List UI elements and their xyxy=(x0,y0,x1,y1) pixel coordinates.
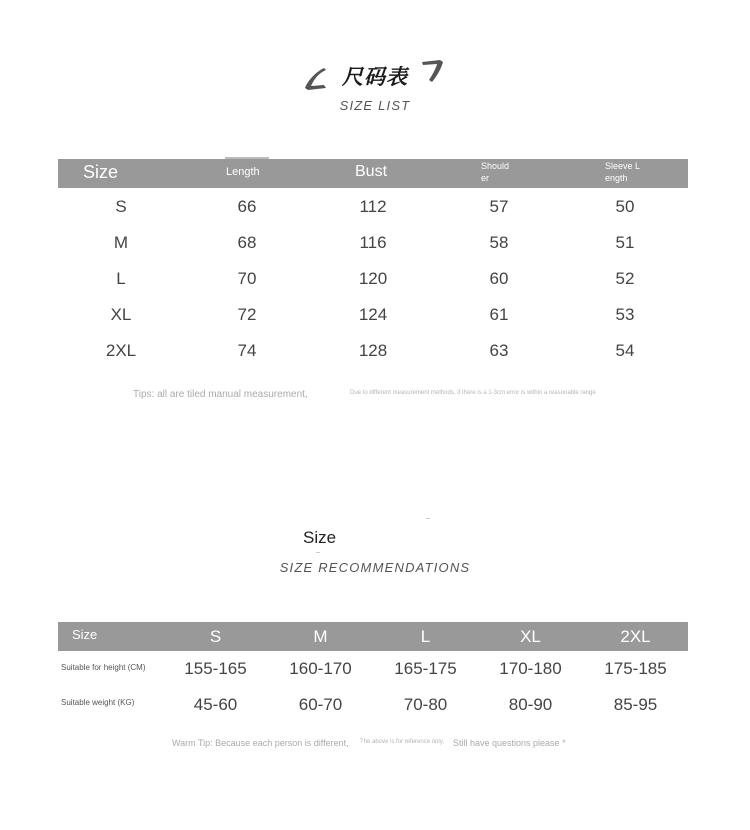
header-size-m: M xyxy=(313,627,328,646)
header-size: Size xyxy=(83,162,119,182)
cell-value: 80-90 xyxy=(508,695,553,714)
header-size-s: S xyxy=(209,627,222,646)
table-header xyxy=(58,622,688,651)
cell-size: XL xyxy=(110,305,132,324)
measurement-tip: Tips: all are tiled manual measurement, xyxy=(133,389,308,400)
brush-stroke-right-icon xyxy=(420,56,446,84)
cell-shoulder: 58 xyxy=(489,233,509,252)
cell-shoulder: 63 xyxy=(489,341,509,360)
decor-dot xyxy=(316,552,320,553)
cell-length: 66 xyxy=(237,197,257,216)
table-header xyxy=(58,159,688,188)
decor-dot xyxy=(426,518,430,519)
cell-value: 85-95 xyxy=(613,695,658,714)
cell-bust: 128 xyxy=(358,341,388,360)
cell-sleeve: 54 xyxy=(615,341,635,360)
warm-tip: Warm Tip: Because each person is different, xyxy=(172,738,349,748)
cell-length: 74 xyxy=(237,341,257,360)
cell-bust: 116 xyxy=(359,233,387,252)
header-bust: Bust xyxy=(355,163,388,180)
header-size-xl: XL xyxy=(520,627,541,646)
cell-shoulder: 60 xyxy=(489,269,509,288)
warm-tip-detail: The above is for reference only, xyxy=(360,739,444,745)
cell-bust: 120 xyxy=(358,269,388,288)
cell-value: 165-175 xyxy=(394,659,457,678)
size-list-subtitle: SIZE LIST xyxy=(339,98,411,113)
cell-value: 60-70 xyxy=(298,695,343,714)
header-sleeve: Sleeve L ength xyxy=(605,161,641,183)
measurement-tip-detail: Due to different measurement methods, if there is a 1-3cm error is within a reasonable range xyxy=(350,390,596,396)
cell-length: 72 xyxy=(237,305,257,324)
header-shoulder: Should er xyxy=(481,161,510,183)
cell-value: 170-180 xyxy=(499,659,562,678)
cell-value: 175-185 xyxy=(604,659,667,678)
header-size: Size xyxy=(72,627,98,642)
cell-value: 155-165 xyxy=(184,659,247,678)
cell-sleeve: 52 xyxy=(615,269,635,288)
header-size-l: L xyxy=(420,627,431,646)
warm-tip-end: Still have questions please * xyxy=(453,738,566,748)
cell-value: 70-80 xyxy=(403,695,448,714)
size-rec-title: Size xyxy=(303,528,337,547)
cell-bust: 124 xyxy=(358,305,388,324)
cell-shoulder: 57 xyxy=(489,197,509,216)
cell-bust: 112 xyxy=(359,197,387,216)
cell-length: 70 xyxy=(237,269,257,288)
cell-value: 45-60 xyxy=(193,695,238,714)
cell-value: 160-170 xyxy=(289,659,352,678)
cell-sleeve: 53 xyxy=(615,305,635,324)
cell-size: L xyxy=(116,269,126,288)
cell-shoulder: 61 xyxy=(489,305,509,324)
size-list-title-cn: 尺码表 xyxy=(342,65,408,89)
cell-size: M xyxy=(113,233,129,252)
row-label-height: Suitable for height (CM) xyxy=(61,663,146,672)
header-size-2xl: 2XL xyxy=(620,627,651,646)
header-length: Length xyxy=(226,166,260,178)
cell-size: S xyxy=(115,197,127,216)
cell-length: 68 xyxy=(237,233,257,252)
cell-sleeve: 51 xyxy=(615,233,635,252)
cell-sleeve: 50 xyxy=(615,197,635,216)
cell-size: 2XL xyxy=(105,341,137,360)
size-rec-subtitle: SIZE RECOMMENDATIONS xyxy=(279,560,471,575)
row-label-weight: Suitable weight (KG) xyxy=(61,698,135,707)
